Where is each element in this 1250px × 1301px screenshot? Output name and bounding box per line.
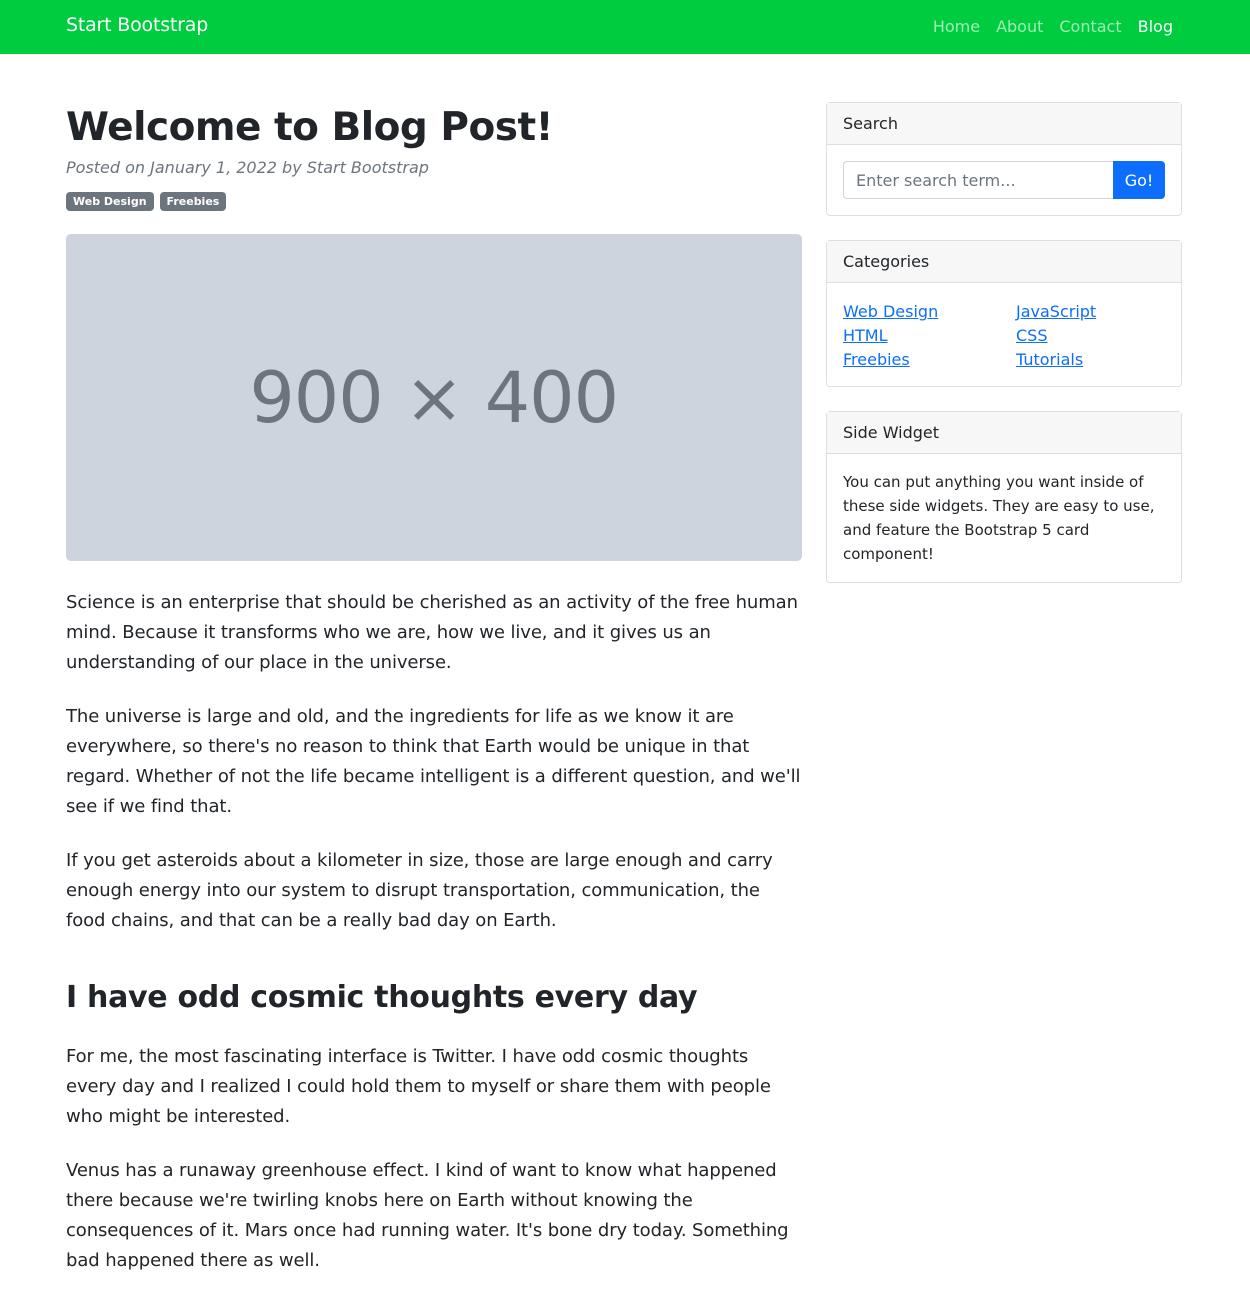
category-link-css[interactable]: CSS <box>1016 326 1048 345</box>
post-paragraph-5: Venus has a runaway greenhouse effect. I kind of want to know what happened there because we're twirling knobs here on Earth without knowing the consequences of it. Mars once had running water. It's bone dry today. Something bad happened there as well. <box>66 1160 789 1271</box>
search-input-group <box>843 161 1165 199</box>
post-paragraph-1: Science is an enterprise that should be cherished as an activity of the free human mind. Because it transforms who we are, how we live, and it gives us an understanding of our place in the universe. <box>66 592 798 673</box>
search-input[interactable] <box>843 161 1113 199</box>
search-card <box>826 102 1182 216</box>
side-widget-header: Side Widget <box>827 412 1181 454</box>
categories-card-header: Categories <box>827 241 1181 283</box>
navbar <box>0 0 1250 54</box>
category-link-javascript[interactable]: JavaScript <box>1016 302 1097 321</box>
tag-web-design[interactable]: Web Design <box>66 192 154 211</box>
post-paragraph-2: The universe is large and old, and the ingredients for life as we know it are everywhere, so there's no reason to think that Earth would be unique in that regard. Whether of not the life became intelligent is a different question, and we'll see if we find that. <box>66 706 801 817</box>
nav-link-blog[interactable]: Blog <box>1137 17 1173 36</box>
sidebar <box>826 102 1182 607</box>
category-link-freebies[interactable]: Freebies <box>843 350 910 369</box>
side-widget-body <box>827 454 1181 582</box>
nav-link-about[interactable]: About <box>996 17 1044 36</box>
category-link-html[interactable]: HTML <box>843 326 888 345</box>
nav-link-contact[interactable]: Contact <box>1059 17 1122 36</box>
tag-freebies[interactable]: Freebies <box>160 192 227 211</box>
post-content <box>66 588 802 1300</box>
nav-links <box>933 17 1173 36</box>
side-widget-card <box>826 411 1182 583</box>
post-title: Welcome to Blog Post! <box>66 105 553 150</box>
brand-link[interactable]: Start Bootstrap <box>66 14 209 36</box>
category-link-tutorials[interactable]: Tutorials <box>1016 350 1084 369</box>
post-meta: Posted on January 1, 2022 by Start Bootstrap <box>66 158 429 177</box>
side-widget-text: You can put anything you want inside of these side widgets. They are easy to use, and feature the Bootstrap 5 card component! <box>843 473 1155 563</box>
category-link-web-design[interactable]: Web Design <box>843 302 939 321</box>
categories-card-body <box>827 283 1181 386</box>
section-heading: I have odd cosmic thoughts every day <box>66 980 698 1015</box>
post-tags <box>66 192 802 211</box>
search-card-body <box>827 145 1181 215</box>
post-main <box>66 104 802 1271</box>
post-paragraph-4: For me, the most fascinating interface is Twitter. I have odd cosmic thoughts every day and I realized I could hold them to myself or share them with people who might be interested. <box>66 1046 771 1127</box>
image-placeholder-label: 900 × 400 <box>249 356 619 439</box>
nav-link-home[interactable]: Home <box>932 17 981 36</box>
post-paragraph-3: If you get asteroids about a kilometer in size, those are large enough and carry enough energy into our system to disrupt transportation, communication, the food chains, and that can be a really bad day on Earth. <box>66 850 773 931</box>
post-image-placeholder <box>66 234 802 561</box>
categories-card <box>826 240 1182 387</box>
search-go-button[interactable]: Go! <box>1113 161 1165 199</box>
categories-list <box>843 299 1165 370</box>
search-card-header: Search <box>827 103 1181 145</box>
